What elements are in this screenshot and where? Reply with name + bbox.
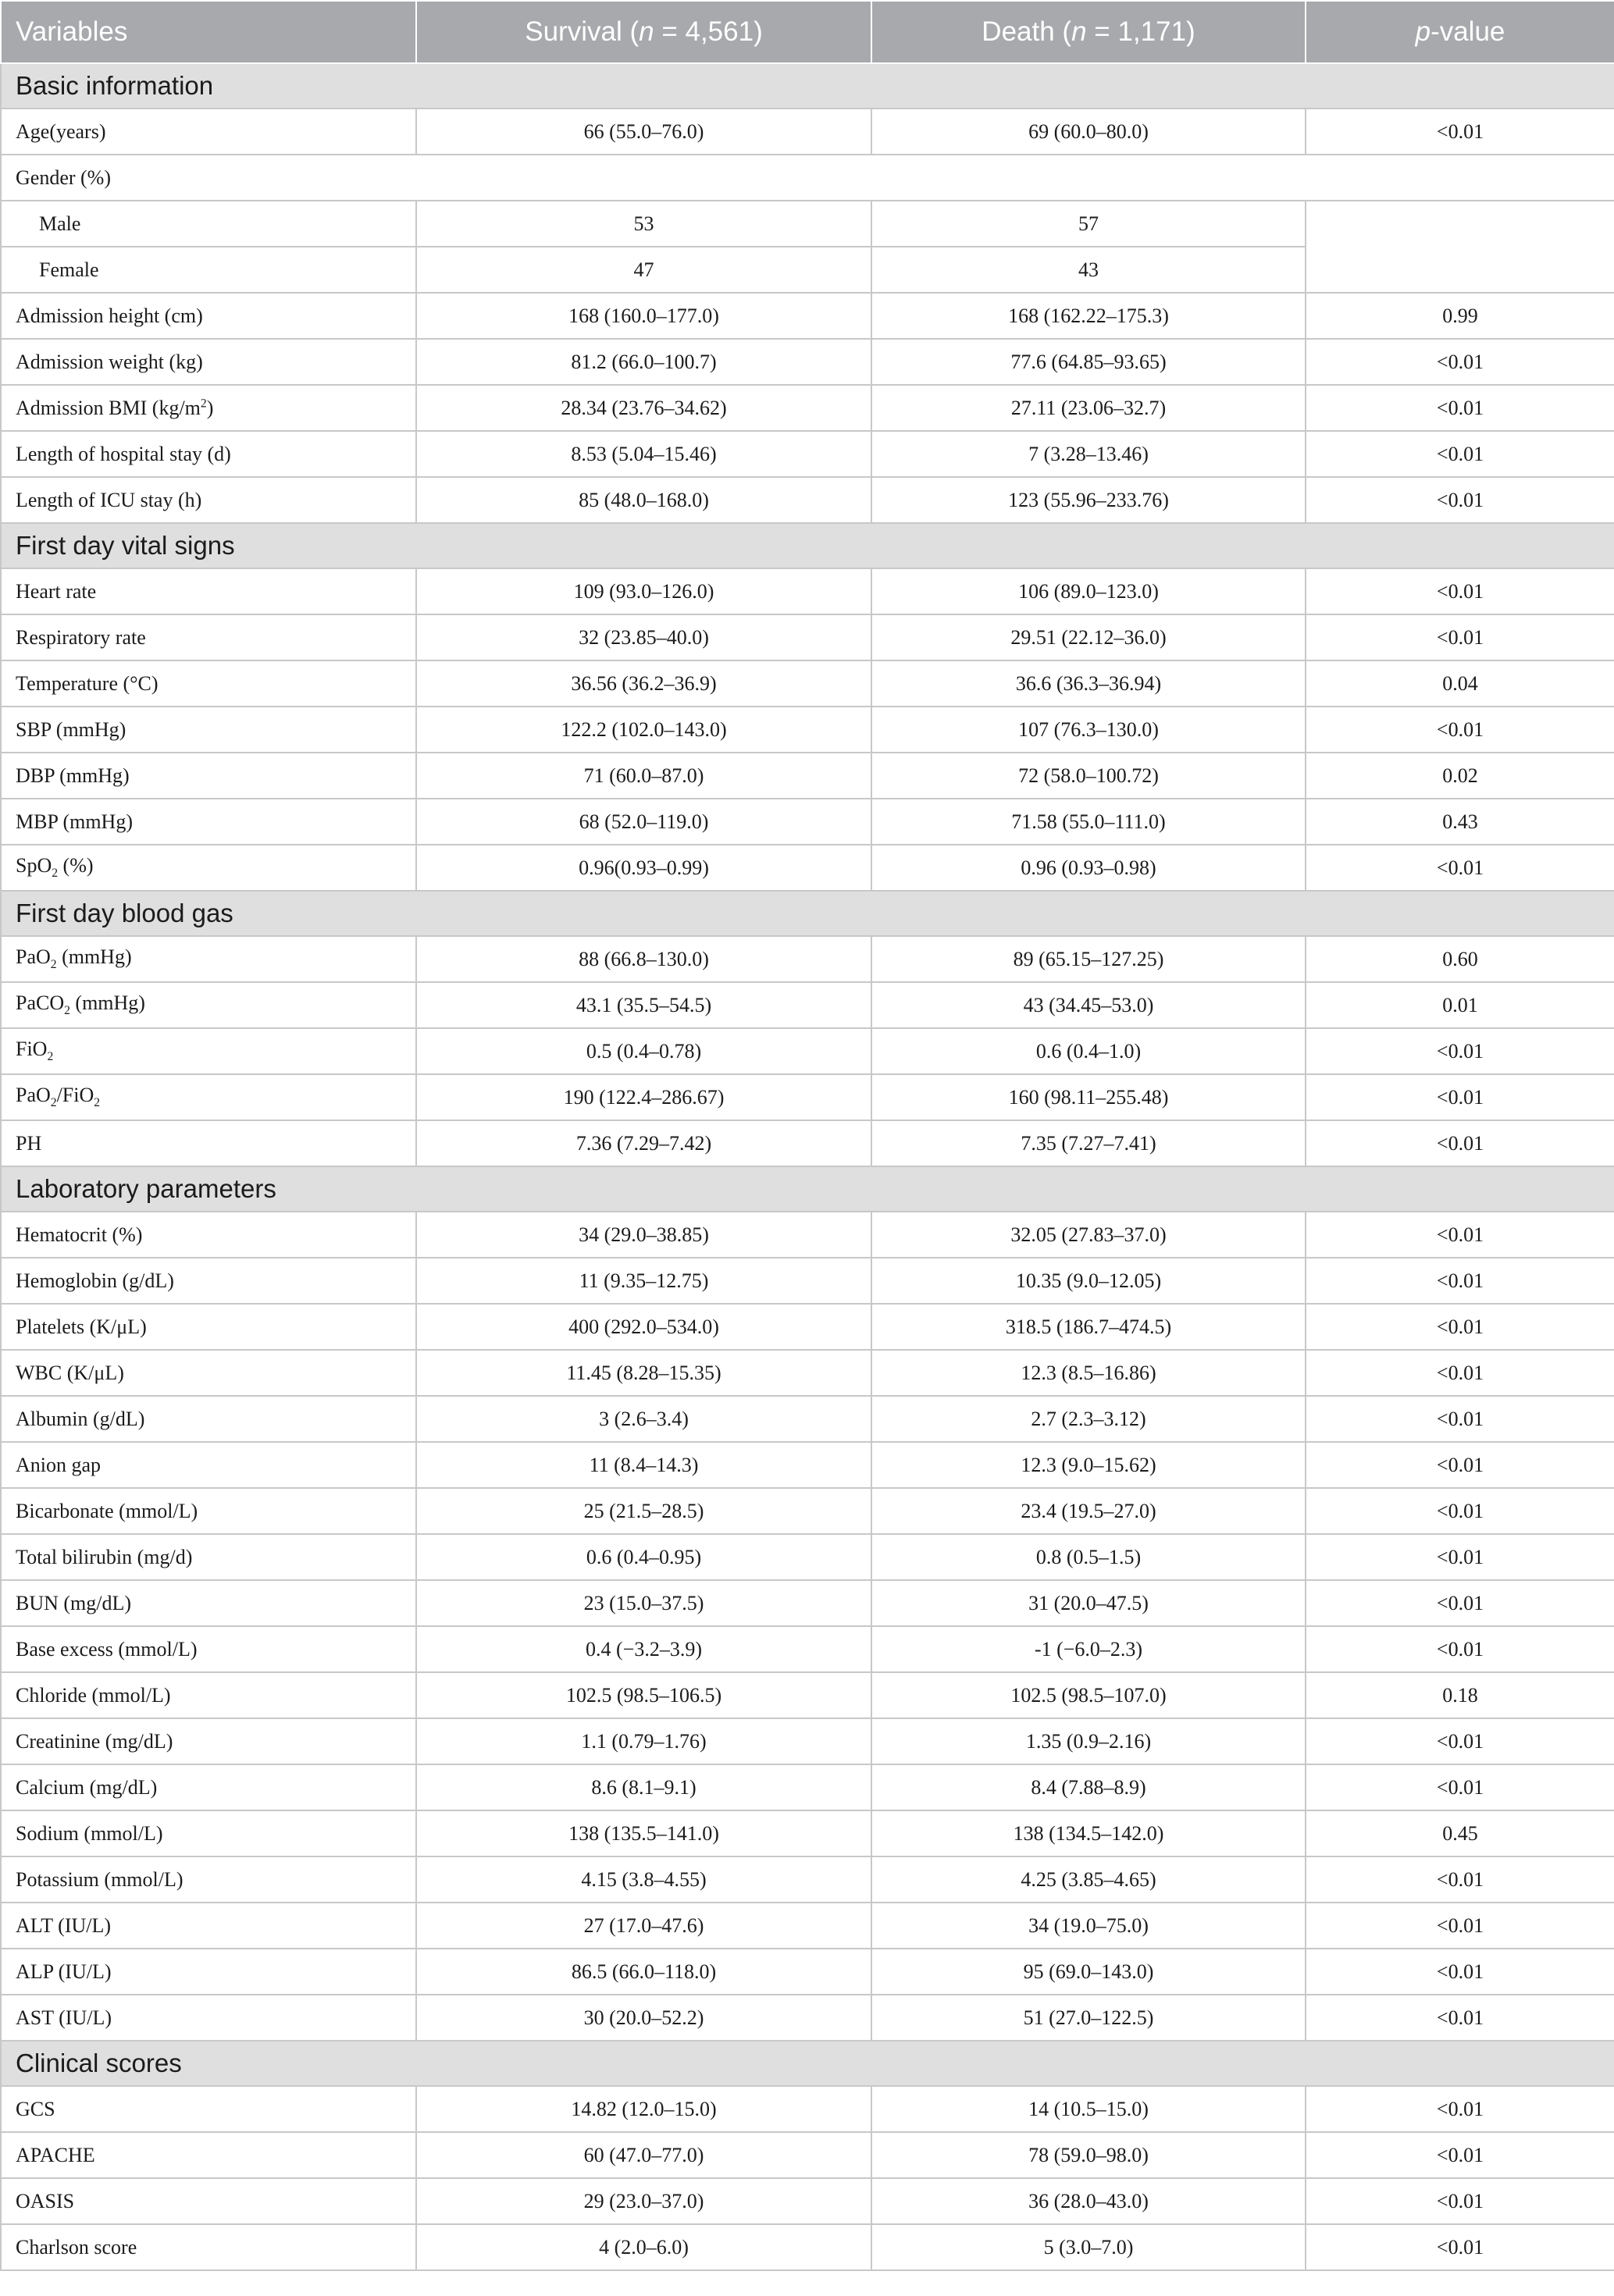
p-value: <0.01 (1306, 707, 1614, 753)
section-title: First day blood gas (1, 891, 1614, 936)
table-row (1, 2086, 1614, 2132)
p-value: <0.01 (1306, 431, 1614, 477)
death-value: 95 (69.0–143.0) (871, 1949, 1306, 1995)
p-value: <0.01 (1306, 568, 1614, 614)
survival-value: 168 (160.0–177.0) (416, 293, 871, 339)
p-value: 0.18 (1306, 1672, 1614, 1718)
p-value: 0.45 (1306, 1810, 1614, 1856)
death-value: 36.6 (36.3–36.94) (871, 660, 1306, 707)
header-survival-n-symbol: n (639, 16, 654, 47)
p-value: <0.01 (1306, 477, 1614, 523)
section-title: Clinical scores (1, 2041, 1614, 2086)
death-value: 78 (59.0–98.0) (871, 2132, 1306, 2178)
row-label: Respiratory rate (1, 614, 416, 660)
survival-value: 23 (15.0–37.5) (416, 1580, 871, 1626)
death-value: 12.3 (8.5–16.86) (871, 1350, 1306, 1396)
row-label: Charlson score (1, 2224, 416, 2270)
p-value: <0.01 (1306, 339, 1614, 385)
section-first-day-blood-gas (1, 891, 1614, 936)
row-label-bmi (1, 385, 416, 431)
row-label: Base excess (mmol/L) (1, 1626, 416, 1672)
table-row (1, 2132, 1614, 2178)
survival-value: 32 (23.85–40.0) (416, 614, 871, 660)
label-text: /FiO (56, 1084, 94, 1107)
row-label: WBC (K/μL) (1, 1350, 416, 1396)
table-row (1, 339, 1614, 385)
table-row-gender (1, 155, 1614, 201)
p-value: <0.01 (1306, 2132, 1614, 2178)
p-value: 0.02 (1306, 753, 1614, 799)
section-laboratory-parameters (1, 1166, 1614, 1212)
p-value: <0.01 (1306, 1764, 1614, 1810)
table-row (1, 1764, 1614, 1810)
death-value: 57 (871, 201, 1306, 247)
table-row (1, 2224, 1614, 2270)
row-label-pao2 (1, 936, 416, 982)
row-label: PH (1, 1120, 416, 1166)
survival-value: 1.1 (0.79–1.76) (416, 1718, 871, 1764)
survival-value: 11 (9.35–12.75) (416, 1258, 871, 1304)
section-title: Basic information (1, 63, 1614, 109)
death-value: 2.7 (2.3–3.12) (871, 1396, 1306, 1442)
row-label: APACHE (1, 2132, 416, 2178)
section-first-day-vital-signs (1, 523, 1614, 568)
label-text: PaO (16, 1084, 51, 1107)
death-value: 318.5 (186.7–474.5) (871, 1304, 1306, 1350)
row-label: Female (1, 247, 416, 293)
label-superscript: 2 (200, 396, 207, 410)
label-text: Admission BMI (kg/m (16, 396, 201, 419)
death-value: 123 (55.96–233.76) (871, 477, 1306, 523)
survival-value: 138 (135.5–141.0) (416, 1810, 871, 1856)
death-value: 27.11 (23.06–32.7) (871, 385, 1306, 431)
p-value: <0.01 (1306, 1626, 1614, 1672)
row-label: BUN (mg/dL) (1, 1580, 416, 1626)
survival-value: 66 (55.0–76.0) (416, 109, 871, 155)
survival-value: 109 (93.0–126.0) (416, 568, 871, 614)
survival-value: 11.45 (8.28–15.35) (416, 1350, 871, 1396)
header-death-label: Death (982, 16, 1055, 47)
row-label: Admission weight (kg) (1, 339, 416, 385)
table-row (1, 1396, 1614, 1442)
table-row (1, 1903, 1614, 1949)
table-row (1, 431, 1614, 477)
p-value: <0.01 (1306, 1949, 1614, 1995)
survival-value: 4.15 (3.8–4.55) (416, 1856, 871, 1903)
survival-value: 28.34 (23.76–34.62) (416, 385, 871, 431)
p-value: <0.01 (1306, 1120, 1614, 1166)
table-row (1, 1028, 1614, 1074)
survival-value: 86.5 (66.0–118.0) (416, 1949, 871, 1995)
table-row (1, 1810, 1614, 1856)
survival-value: 88 (66.8–130.0) (416, 936, 871, 982)
table-row (1, 845, 1614, 891)
survival-value: 85 (48.0–168.0) (416, 477, 871, 523)
survival-value: 34 (29.0–38.85) (416, 1212, 871, 1258)
row-label: Male (1, 201, 416, 247)
header-p-label: -value (1431, 16, 1505, 47)
table-row (1, 799, 1614, 845)
p-value: <0.01 (1306, 1995, 1614, 2041)
row-label: Age(years) (1, 109, 416, 155)
header-death-n: 1,171 (1117, 16, 1187, 47)
death-value: 72 (58.0–100.72) (871, 753, 1306, 799)
survival-value: 60 (47.0–77.0) (416, 2132, 871, 2178)
p-value: 0.60 (1306, 936, 1614, 982)
death-value: 31 (20.0–47.5) (871, 1580, 1306, 1626)
row-label: Total bilirubin (mg/d) (1, 1534, 416, 1580)
row-label: Chloride (mmol/L) (1, 1672, 416, 1718)
p-value: <0.01 (1306, 2224, 1614, 2270)
row-label-pao2-fio2 (1, 1074, 416, 1120)
survival-value: 30 (20.0–52.2) (416, 1995, 871, 2041)
death-value: 29.51 (22.12–36.0) (871, 614, 1306, 660)
death-value: 77.6 (64.85–93.65) (871, 339, 1306, 385)
table-row (1, 1949, 1614, 1995)
survival-value: 0.96(0.93–0.99) (416, 845, 871, 891)
table-row (1, 1580, 1614, 1626)
table-row (1, 1212, 1614, 1258)
death-value: 106 (89.0–123.0) (871, 568, 1306, 614)
empty-cell (1306, 155, 1614, 201)
death-value: 69 (60.0–80.0) (871, 109, 1306, 155)
header-death-n-symbol: n (1071, 16, 1087, 47)
label-text: ) (206, 396, 214, 419)
death-value: 7.35 (7.27–7.41) (871, 1120, 1306, 1166)
table-row (1, 1074, 1614, 1120)
table-row (1, 1442, 1614, 1488)
death-value: 1.35 (0.9–2.16) (871, 1718, 1306, 1764)
p-value: <0.01 (1306, 1903, 1614, 1949)
label-subscript: 2 (47, 1050, 54, 1064)
row-label: Sodium (mmol/L) (1, 1810, 416, 1856)
survival-value: 27 (17.0–47.6) (416, 1903, 871, 1949)
row-label: Anion gap (1, 1442, 416, 1488)
table-row (1, 109, 1614, 155)
survival-value: 0.5 (0.4–0.78) (416, 1028, 871, 1074)
death-value: 32.05 (27.83–37.0) (871, 1212, 1306, 1258)
header-survival: Survival (n = 4,561) (416, 1, 871, 63)
row-label: Calcium (mg/dL) (1, 1764, 416, 1810)
row-label: ALP (IU/L) (1, 1949, 416, 1995)
survival-value: 43.1 (35.5–54.5) (416, 982, 871, 1028)
survival-value: 3 (2.6–3.4) (416, 1396, 871, 1442)
p-value: <0.01 (1306, 109, 1614, 155)
death-value: 10.35 (9.0–12.05) (871, 1258, 1306, 1304)
death-value: 0.6 (0.4–1.0) (871, 1028, 1306, 1074)
death-value: 107 (76.3–130.0) (871, 707, 1306, 753)
p-value: <0.01 (1306, 1074, 1614, 1120)
table-row (1, 568, 1614, 614)
label-text: SpO (16, 854, 52, 877)
death-value: 23.4 (19.5–27.0) (871, 1488, 1306, 1534)
table-row (1, 1995, 1614, 2041)
survival-value: 53 (416, 201, 871, 247)
survival-value: 11 (8.4–14.3) (416, 1442, 871, 1488)
survival-value: 0.4 (−3.2–3.9) (416, 1626, 871, 1672)
death-value: 160 (98.11–255.48) (871, 1074, 1306, 1120)
death-value: -1 (−6.0–2.3) (871, 1626, 1306, 1672)
p-value: <0.01 (1306, 1580, 1614, 1626)
death-value: 36 (28.0–43.0) (871, 2178, 1306, 2224)
label-text: PaO (16, 945, 51, 969)
row-label: Bicarbonate (mmol/L) (1, 1488, 416, 1534)
p-value: 0.43 (1306, 799, 1614, 845)
table-row (1, 293, 1614, 339)
death-value: 102.5 (98.5–107.0) (871, 1672, 1306, 1718)
row-label: Heart rate (1, 568, 416, 614)
label-text: (mmHg) (56, 945, 132, 969)
table-row (1, 1534, 1614, 1580)
row-label: GCS (1, 2086, 416, 2132)
empty-p-cell (1306, 201, 1614, 293)
death-value: 89 (65.15–127.25) (871, 936, 1306, 982)
table-row (1, 614, 1614, 660)
row-label-fio2 (1, 1028, 416, 1074)
table-row (1, 1718, 1614, 1764)
row-label: Length of hospital stay (d) (1, 431, 416, 477)
death-value: 8.4 (7.88–8.9) (871, 1764, 1306, 1810)
label-subscript: 2 (50, 958, 57, 972)
row-label: Admission height (cm) (1, 293, 416, 339)
row-label: AST (IU/L) (1, 1995, 416, 2041)
death-value: 0.96 (0.93–0.98) (871, 845, 1306, 891)
survival-value: 4 (2.0–6.0) (416, 2224, 871, 2270)
table-row (1, 707, 1614, 753)
death-value: 5 (3.0–7.0) (871, 2224, 1306, 2270)
survival-value: 25 (21.5–28.5) (416, 1488, 871, 1534)
p-value: <0.01 (1306, 1212, 1614, 1258)
table-row (1, 936, 1614, 982)
section-basic-information (1, 63, 1614, 109)
label-subscript: 2 (52, 867, 59, 881)
row-label: Albumin (g/dL) (1, 1396, 416, 1442)
death-value: 51 (27.0–122.5) (871, 1995, 1306, 2041)
p-value: 0.01 (1306, 982, 1614, 1028)
p-value: <0.01 (1306, 1304, 1614, 1350)
row-label: SBP (mmHg) (1, 707, 416, 753)
p-value: <0.01 (1306, 614, 1614, 660)
death-value: 71.58 (55.0–111.0) (871, 799, 1306, 845)
survival-value: 400 (292.0–534.0) (416, 1304, 871, 1350)
table-row (1, 1488, 1614, 1534)
row-label: ALT (IU/L) (1, 1903, 416, 1949)
p-value: <0.01 (1306, 1534, 1614, 1580)
p-value: <0.01 (1306, 2178, 1614, 2224)
row-label: DBP (mmHg) (1, 753, 416, 799)
survival-value: 7.36 (7.29–7.42) (416, 1120, 871, 1166)
death-value: 12.3 (9.0–15.62) (871, 1442, 1306, 1488)
row-label-paco2 (1, 982, 416, 1028)
death-value: 34 (19.0–75.0) (871, 1903, 1306, 1949)
p-value: <0.01 (1306, 1350, 1614, 1396)
section-clinical-scores (1, 2041, 1614, 2086)
row-label: OASIS (1, 2178, 416, 2224)
table-row (1, 982, 1614, 1028)
row-label: Platelets (K/μL) (1, 1304, 416, 1350)
row-label: Gender (%) (1, 155, 416, 201)
p-value: 0.99 (1306, 293, 1614, 339)
table-row (1, 1626, 1614, 1672)
label-text: PaCO (16, 991, 65, 1015)
survival-value: 36.56 (36.2–36.9) (416, 660, 871, 707)
empty-cell (416, 155, 871, 201)
p-value: <0.01 (1306, 1396, 1614, 1442)
p-value: <0.01 (1306, 1028, 1614, 1074)
p-value: <0.01 (1306, 1442, 1614, 1488)
p-value: <0.01 (1306, 1856, 1614, 1903)
table-row (1, 1120, 1614, 1166)
row-label: Length of ICU stay (h) (1, 477, 416, 523)
header-p-value (1306, 1, 1614, 63)
p-value: <0.01 (1306, 2086, 1614, 2132)
row-label: Hemoglobin (g/dL) (1, 1258, 416, 1304)
header-death: Death (n = 1,171) (871, 1, 1306, 63)
empty-cell (871, 155, 1306, 201)
p-value: 0.04 (1306, 660, 1614, 707)
death-value: 4.25 (3.85–4.65) (871, 1856, 1306, 1903)
death-value: 0.8 (0.5–1.5) (871, 1534, 1306, 1580)
survival-value: 81.2 (66.0–100.7) (416, 339, 871, 385)
header-survival-label: Survival (525, 16, 622, 47)
header-survival-n: 4,561 (685, 16, 754, 47)
table-row (1, 1672, 1614, 1718)
p-value: <0.01 (1306, 1258, 1614, 1304)
survival-value: 102.5 (98.5–106.5) (416, 1672, 871, 1718)
table-row-male (1, 201, 1614, 247)
section-title: First day vital signs (1, 523, 1614, 568)
label-subscript: 2 (50, 1096, 57, 1110)
header-row (1, 1, 1614, 63)
death-value: 43 (871, 247, 1306, 293)
table-row (1, 385, 1614, 431)
row-label: Temperature (°C) (1, 660, 416, 707)
death-value: 43 (34.45–53.0) (871, 982, 1306, 1028)
survival-value: 29 (23.0–37.0) (416, 2178, 871, 2224)
row-label: Creatinine (mg/dL) (1, 1718, 416, 1764)
label-text: (mmHg) (69, 991, 145, 1015)
label-subscript: 2 (64, 1004, 70, 1018)
p-value: <0.01 (1306, 1718, 1614, 1764)
table-row (1, 753, 1614, 799)
p-value: <0.01 (1306, 845, 1614, 891)
survival-value: 47 (416, 247, 871, 293)
survival-value: 0.6 (0.4–0.95) (416, 1534, 871, 1580)
death-value: 138 (134.5–142.0) (871, 1810, 1306, 1856)
row-label: Potassium (mmol/L) (1, 1856, 416, 1903)
label-subscript: 2 (94, 1096, 101, 1110)
table-row (1, 1304, 1614, 1350)
section-title: Laboratory parameters (1, 1166, 1614, 1212)
table-row (1, 1258, 1614, 1304)
table-row (1, 1350, 1614, 1396)
table-row (1, 660, 1614, 707)
survival-value: 8.53 (5.04–15.46) (416, 431, 871, 477)
death-value: 7 (3.28–13.46) (871, 431, 1306, 477)
death-value: 168 (162.22–175.3) (871, 293, 1306, 339)
survival-value: 68 (52.0–119.0) (416, 799, 871, 845)
row-label-spo2 (1, 845, 416, 891)
survival-value: 71 (60.0–87.0) (416, 753, 871, 799)
survival-value: 190 (122.4–286.67) (416, 1074, 871, 1120)
death-value: 14 (10.5–15.0) (871, 2086, 1306, 2132)
table-row (1, 477, 1614, 523)
survival-value: 14.82 (12.0–15.0) (416, 2086, 871, 2132)
table-row (1, 1856, 1614, 1903)
table-row (1, 2178, 1614, 2224)
survival-value: 122.2 (102.0–143.0) (416, 707, 871, 753)
label-text: (%) (58, 854, 94, 877)
header-p-symbol: p (1415, 16, 1431, 47)
label-text: FiO (16, 1038, 48, 1061)
p-value: <0.01 (1306, 1488, 1614, 1534)
header-variables: Variables (1, 1, 416, 63)
p-value: <0.01 (1306, 385, 1614, 431)
row-label: Hematocrit (%) (1, 1212, 416, 1258)
row-label: MBP (mmHg) (1, 799, 416, 845)
survival-value: 8.6 (8.1–9.1) (416, 1764, 871, 1810)
